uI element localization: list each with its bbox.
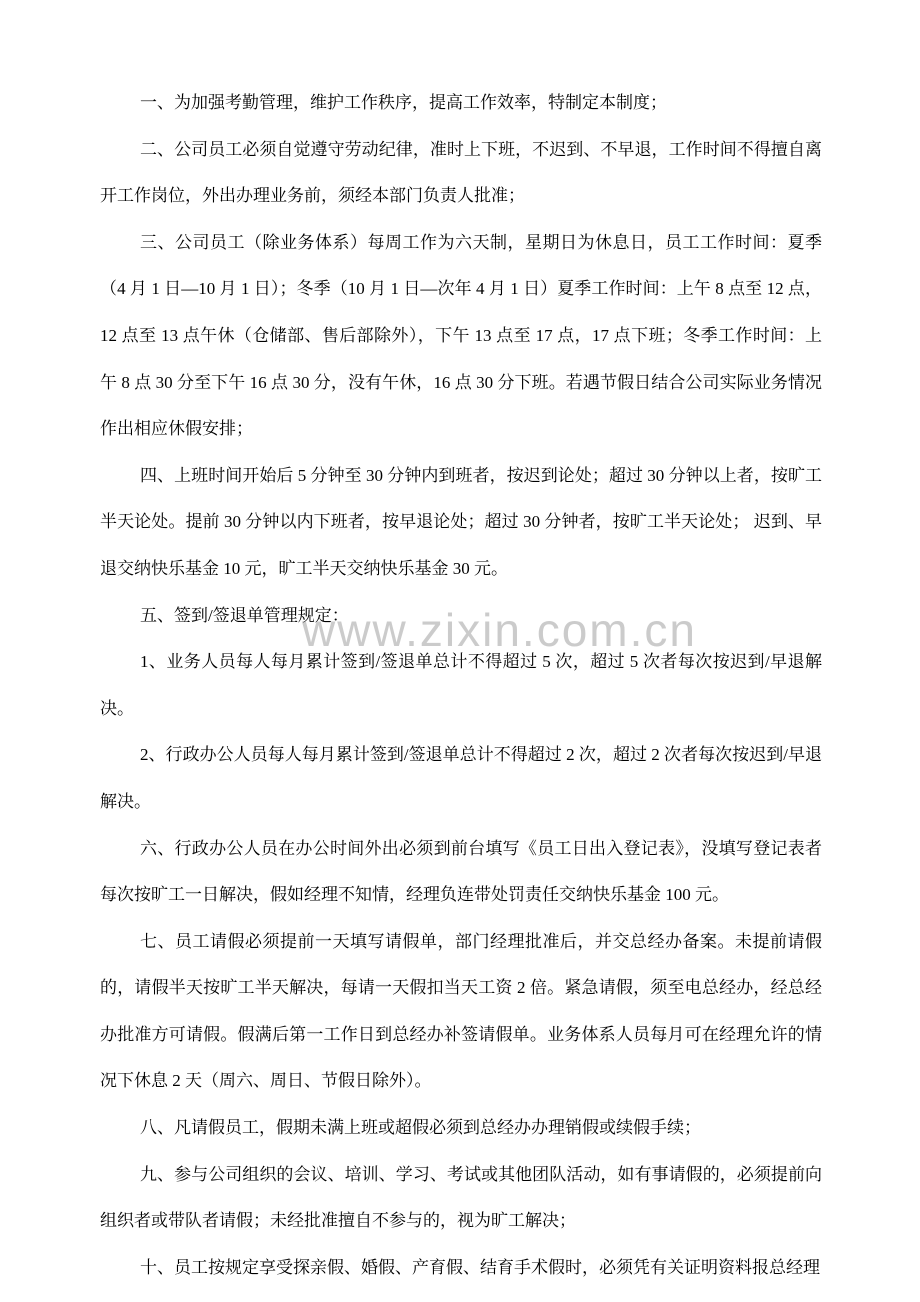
paragraph-rule-5-item-1: 1、业务人员每人每月累计签到/签退单总计不得超过 5 次，超过 5 次者每次按迟到/早退解决。 bbox=[100, 652, 822, 718]
paragraph-rule-5-item-2: 2、行政办公人员每人每月累计签到/签退单总计不得超过 2 次，超过 2 次者每次按迟到/早退解决。 bbox=[100, 745, 822, 811]
document-body bbox=[100, 80, 822, 1291]
paragraph-rule-3: 三、公司员工（除业务体系）每周工作为六天制，星期日为休息日，员工工作时间：夏季（4 月 1 日—10 月 1 日）；冬季（10 月 1 日—次年 4 月 1 日）夏季工作时间：上午 8 点至 12 点，12 点至 13 点午休（仓储部、售后部除外），下午 13 点至 17 点，17 点下班；冬季工作时间：上午 8 点 30 分至下午 16 点 30 分，没有午休，16 点 30 分下班。若遇节假日结合公司实际业务情况作出相应休假安排； bbox=[100, 232, 822, 439]
paragraph-rule-7: 七、员工请假必须提前一天填写请假单，部门经理批准后，并交总经办备案。未提前请假的，请假半天按旷工半天解决，每请一天假扣当天工资 2 倍。紧急请假，须至电总经办，经总经办批准方可请假。假满后第一工作日到总经办补签请假单。业务体系人员每月可在经理允许的情况下休息 2 天（周六、周日、节假日除外）。 bbox=[100, 931, 822, 1091]
paragraph-rule-9: 九、参与公司组织的会议、培训、学习、考试或其他团队活动，如有事请假的，必须提前向组织者或带队者请假；未经批准擅自不参与的，视为旷工解决； bbox=[100, 1164, 822, 1231]
paragraph-rule-5: 五、签到/签退单管理规定： bbox=[140, 605, 349, 625]
paragraph-rule-10: 十、员工按规定享受探亲假、婚假、产育假、结育手术假时，必须凭有关证明资料报总经理 bbox=[140, 1257, 820, 1277]
paragraph-rule-4: 四、上班时间开始后 5 分钟至 30 分钟内到班者，按迟到论处；超过 30 分钟以上者，按旷工半天论处。提前 30 分钟以内下班者，按早退论处；超过 30 分钟者，按旷工半天论处； 迟到、早退交纳快乐基金 10 元，旷工半天交纳快乐基金 30 元。 bbox=[100, 465, 822, 578]
watermark-text: www.zixin.com.cn bbox=[302, 604, 697, 656]
paragraph-rule-1: 一、为加强考勤管理，维护工作秩序，提高工作效率，特制定本制度； bbox=[140, 93, 667, 112]
paragraph-rule-2: 二、公司员工必须自觉遵守劳动纪律，准时上下班，不迟到、不早退，工作时间不得擅自离开工作岗位，外出办理业务前，须经本部门负责人批准； bbox=[100, 139, 822, 206]
paragraph-rule-8: 八、凡请假员工，假期未满上班或超假必须到总经办办理销假或续假手续； bbox=[140, 1118, 701, 1138]
paragraph-rule-6: 六、行政办公人员在办公时间外出必须到前台填写《员工日出入登记表》，没填写登记表者每次按旷工一日解决，假如经理不知情，经理负连带处罚责任交纳快乐基金 100 元。 bbox=[100, 838, 822, 905]
